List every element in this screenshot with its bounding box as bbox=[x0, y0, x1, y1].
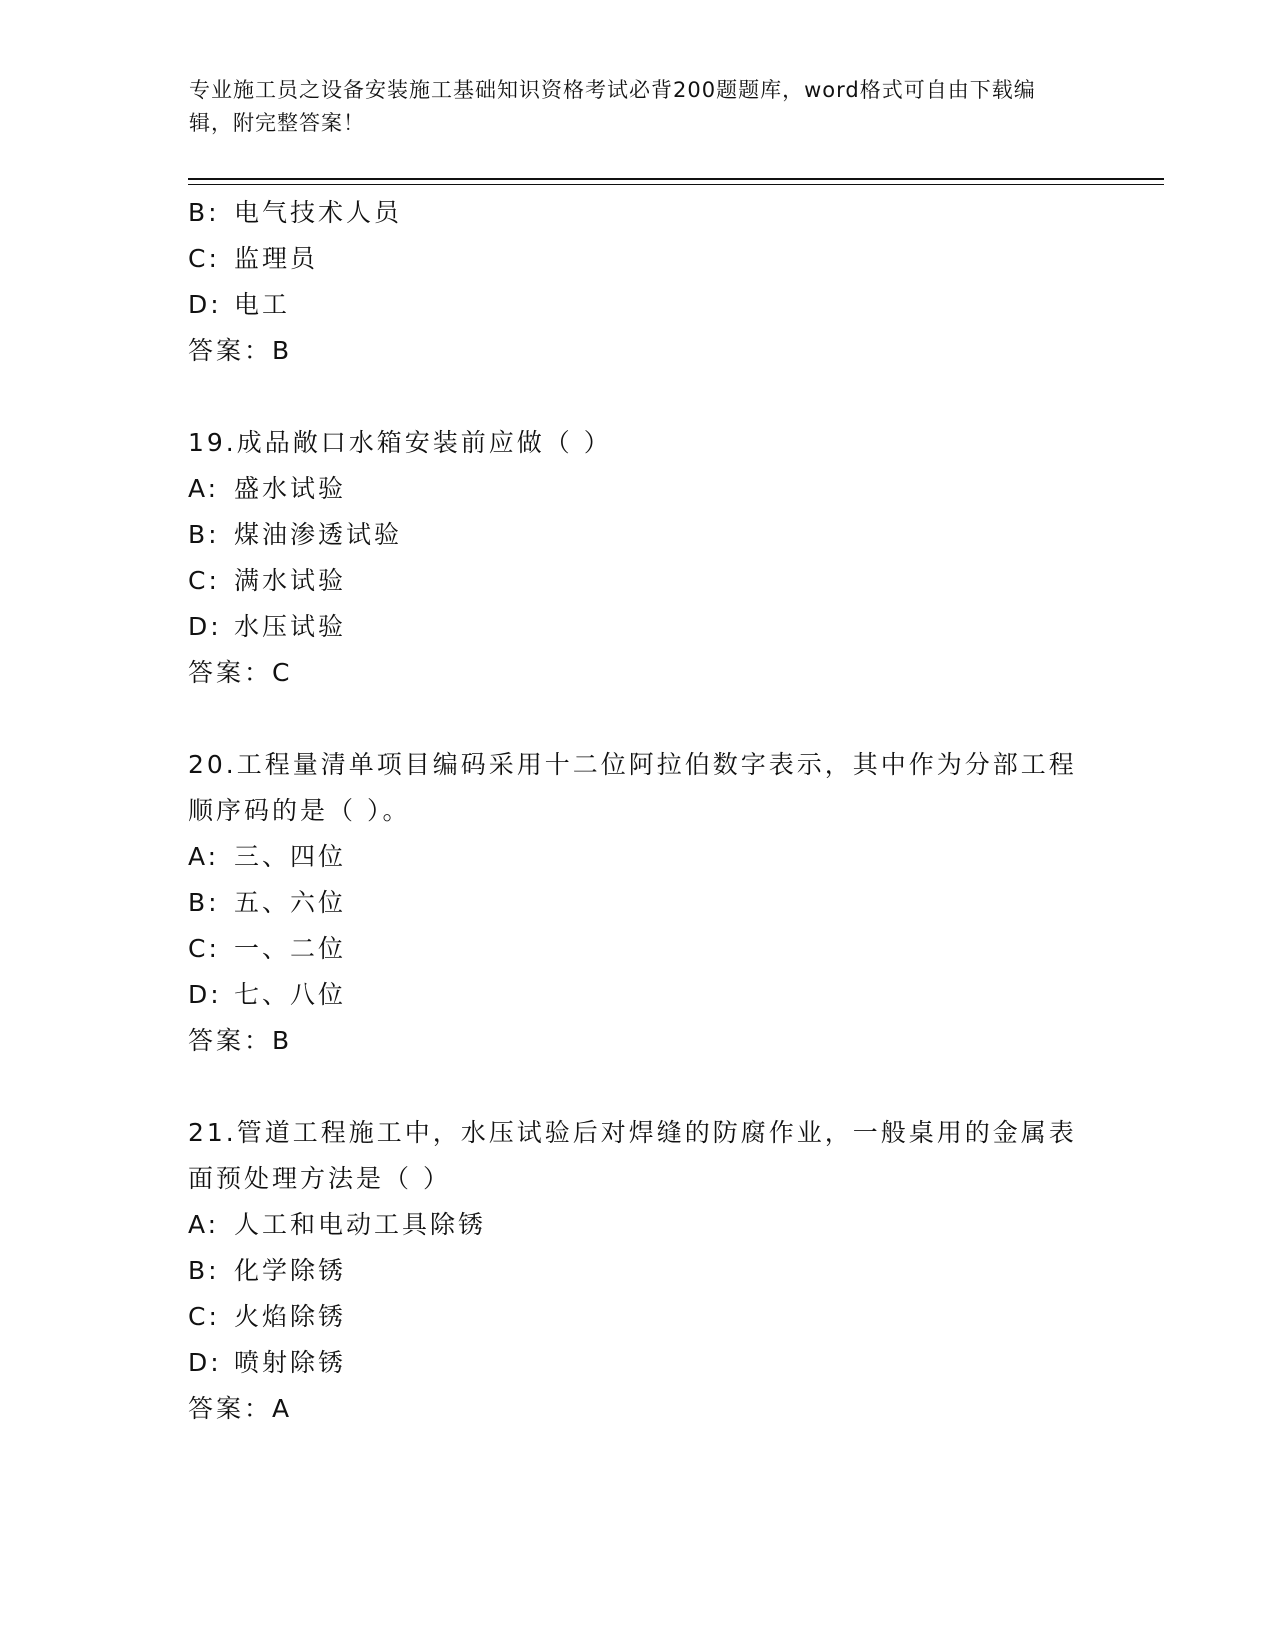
option-row bbox=[188, 282, 1088, 328]
answer-line: 答案：B bbox=[188, 1026, 293, 1055]
answer-line: 答案：C bbox=[188, 658, 293, 687]
option-row bbox=[188, 1294, 1088, 1340]
option-row bbox=[188, 1202, 1088, 1248]
option-key: B: bbox=[188, 1256, 220, 1285]
option-key: D: bbox=[188, 980, 222, 1009]
option-key: C: bbox=[188, 244, 220, 273]
option-key: C: bbox=[188, 1302, 220, 1331]
option-row bbox=[188, 880, 1088, 926]
option-row bbox=[188, 834, 1088, 880]
question-text: 20.工程量清单项目编码采用十二位阿拉伯数字表示，其中作为分部工程顺序码的是（ ）。 bbox=[188, 750, 1077, 825]
option-row bbox=[188, 1248, 1088, 1294]
option-text: 盛水试验 bbox=[234, 474, 347, 503]
answer-line: 答案：B bbox=[188, 336, 293, 365]
option-row bbox=[188, 512, 1088, 558]
document-header: 专业施工员之设备安装施工基础知识资格考试必背200题题库，word格式可自由下载编辑，附完整答案！ bbox=[189, 78, 1036, 135]
header-divider-thick bbox=[188, 178, 1164, 180]
option-text: 监理员 bbox=[234, 244, 319, 273]
option-key: C: bbox=[188, 934, 220, 963]
option-key: B: bbox=[188, 888, 220, 917]
question-18-block bbox=[188, 190, 1088, 374]
question-text: 19.成品敞口水箱安装前应做（ ） bbox=[188, 428, 612, 457]
option-row bbox=[188, 236, 1088, 282]
option-text: 化学除锈 bbox=[234, 1256, 347, 1285]
question-list bbox=[188, 190, 1088, 1432]
option-text: 满水试验 bbox=[234, 566, 347, 595]
option-key: D: bbox=[188, 1348, 222, 1377]
option-row bbox=[188, 604, 1088, 650]
option-key: C: bbox=[188, 566, 220, 595]
option-row bbox=[188, 972, 1088, 1018]
question-text: 21.管道工程施工中，水压试验后对焊缝的防腐作业，一般桌用的金属表面预处理方法是（ ） bbox=[188, 1118, 1077, 1193]
header-divider-thin bbox=[188, 184, 1164, 185]
option-text: 煤油渗透试验 bbox=[234, 520, 403, 549]
option-row bbox=[188, 558, 1088, 604]
option-key: B: bbox=[188, 198, 220, 227]
option-text: 三、四位 bbox=[234, 842, 347, 871]
option-text: 水压试验 bbox=[234, 612, 347, 641]
option-text: 一、二位 bbox=[234, 934, 347, 963]
option-key: A: bbox=[188, 842, 220, 871]
option-row bbox=[188, 190, 1088, 236]
option-text: 喷射除锈 bbox=[234, 1348, 347, 1377]
option-key: A: bbox=[188, 1210, 220, 1239]
option-text: 人工和电动工具除锈 bbox=[234, 1210, 487, 1239]
question-21-block bbox=[188, 1110, 1088, 1432]
option-text: 电工 bbox=[234, 290, 291, 319]
option-key: B: bbox=[188, 520, 220, 549]
question-spacer bbox=[188, 374, 1088, 420]
option-text: 五、六位 bbox=[234, 888, 347, 917]
option-text: 电气技术人员 bbox=[234, 198, 403, 227]
option-key: D: bbox=[188, 290, 222, 319]
option-key: D: bbox=[188, 612, 222, 641]
option-row bbox=[188, 466, 1088, 512]
option-row bbox=[188, 926, 1088, 972]
question-19-block bbox=[188, 420, 1088, 696]
question-20-block bbox=[188, 742, 1088, 1064]
option-text: 火焰除锈 bbox=[234, 1302, 347, 1331]
option-text: 七、八位 bbox=[234, 980, 347, 1009]
option-row bbox=[188, 1340, 1088, 1386]
question-spacer bbox=[188, 696, 1088, 742]
answer-line: 答案：A bbox=[188, 1394, 293, 1423]
option-key: A: bbox=[188, 474, 220, 503]
question-spacer bbox=[188, 1064, 1088, 1110]
